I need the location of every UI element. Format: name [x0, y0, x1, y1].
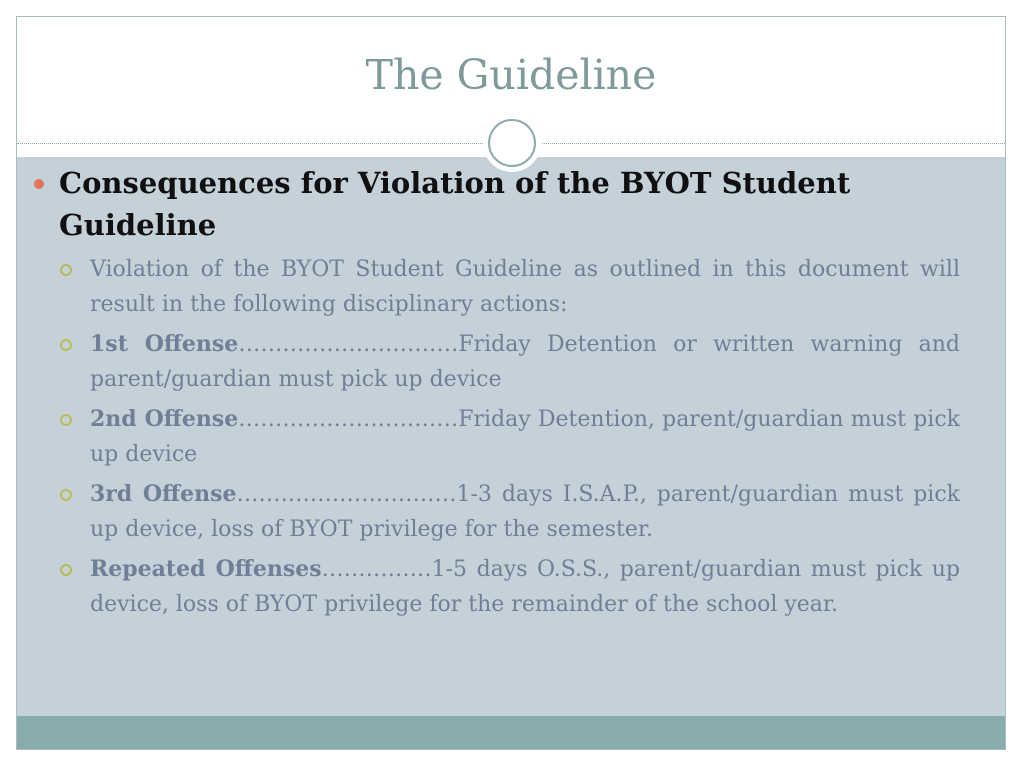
- footer-band: [17, 716, 1005, 750]
- ring-bullet-icon: [60, 564, 72, 576]
- ring-bullet-icon: [60, 339, 72, 351]
- offense-label: 1st Offense: [90, 331, 239, 357]
- sub-bullet-repeated-offenses: [56, 552, 960, 622]
- ring-bullet-icon: [60, 489, 72, 501]
- main-bullet: [28, 162, 948, 246]
- sub-bullet-first-offense: [56, 327, 960, 397]
- ring-bullet-icon: [60, 414, 72, 426]
- offense-label: 3rd Offense: [90, 481, 237, 507]
- dot-leader: …………………………: [238, 332, 459, 357]
- sub-bullet-text: 1-3 days I.S.A.P., parent/guardian must pick up device, loss of BYOT privilege for the semester.: [90, 482, 960, 542]
- slide-title: The Guideline: [365, 51, 657, 99]
- sub-bullet-text: 1-5 days O.S.S., parent/guardian must pick up device, loss of BYOT privilege for the remainder of the school year.: [90, 557, 960, 617]
- sub-bullet-text: Friday Detention, parent/guardian must pick up device: [90, 407, 960, 467]
- sub-bullet-third-offense: [56, 477, 960, 547]
- divider-circle-icon: [488, 119, 536, 167]
- dot-leader: …………………………: [236, 482, 457, 507]
- offense-label: 2nd Offense: [90, 406, 239, 432]
- sub-bullet-second-offense: [56, 402, 960, 472]
- dot-leader: ……………: [321, 557, 432, 582]
- sub-bullet-text: Friday Detention or written warning and parent/guardian must pick up device: [90, 332, 960, 392]
- ring-bullet-icon: [60, 264, 72, 276]
- main-bullet-heading: Consequences for Violation of the BYOT Student Guideline: [59, 166, 851, 242]
- sub-bullet-intro: [56, 252, 960, 322]
- offense-label: Repeated Offenses: [90, 556, 322, 582]
- sub-bullet-text: Violation of the BYOT Student Guideline as outlined in this document will result in the following disciplinary actions:: [90, 257, 960, 317]
- sub-bullet-list: [56, 252, 960, 627]
- dot-leader: …………………………: [238, 407, 459, 432]
- bullet-dot-icon: [34, 179, 44, 189]
